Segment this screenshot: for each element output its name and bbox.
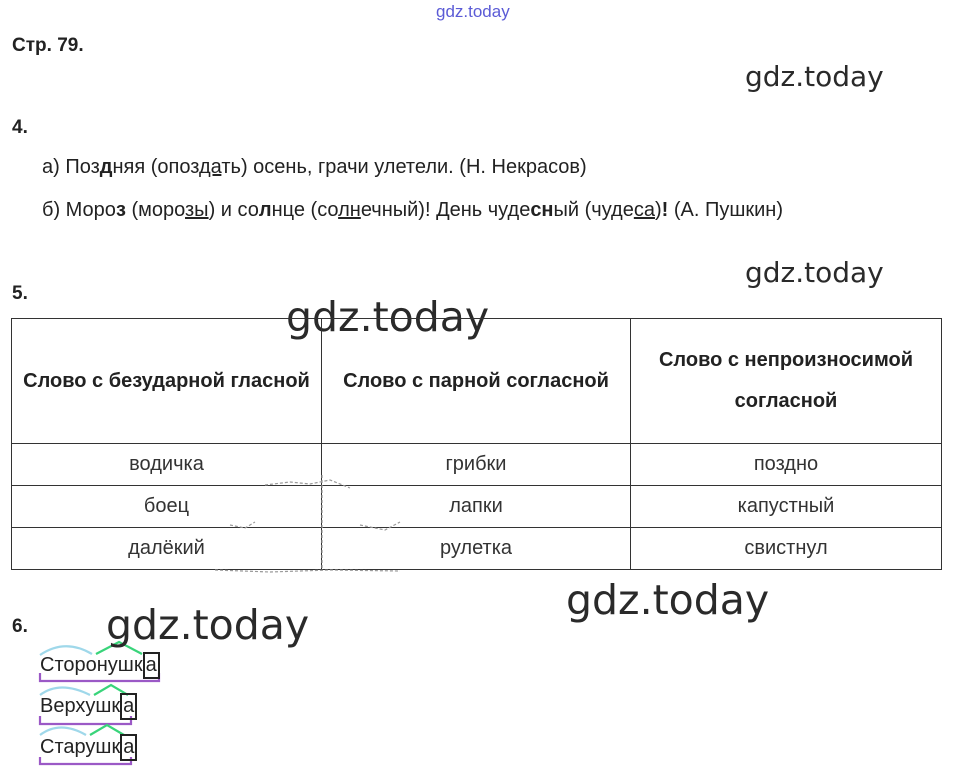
watermark-4: gdz.today <box>566 576 770 624</box>
table-row <box>12 444 942 486</box>
table-cell: боец <box>12 486 322 528</box>
sentence-b: б) Мороз (морозы) и солнце (солнечный)! День чудесный (чудеса)! (А. Пушкин) <box>42 199 784 221</box>
header-unstressed-vowel: Слово с безударной гласной <box>12 319 322 444</box>
top-watermark: gdz.today <box>436 2 510 21</box>
table-header-row <box>12 319 942 444</box>
table-cell: поздно <box>631 444 942 486</box>
page-title: Стр. 79. <box>12 35 84 56</box>
task-4-number: 4. <box>12 117 28 138</box>
watermark-3: gdz.today <box>286 293 490 341</box>
word-storonushka: Сторонушк а <box>40 652 160 679</box>
ending-box: а <box>120 734 137 761</box>
table-cell: далёкий <box>12 528 322 570</box>
table-row <box>12 486 942 528</box>
word-verkhushka: Верхушк а <box>40 693 137 720</box>
task-6-number: 6. <box>12 616 28 637</box>
table-cell: лапки <box>322 486 631 528</box>
header-paired-consonant: Слово с парной согласной <box>322 319 631 444</box>
task-5-number: 5. <box>12 283 28 304</box>
word-starushka: Старушк а <box>40 734 137 761</box>
sentence-a: а) Поздняя (опоздать) осень, грачи улетели. (Н. Некрасов) <box>42 156 587 178</box>
watermark-2: gdz.today <box>745 256 884 289</box>
table-cell: рулетка <box>322 528 631 570</box>
watermark-5: gdz.today <box>106 601 310 649</box>
table-cell: капустный <box>631 486 942 528</box>
table-cell: свистнул <box>631 528 942 570</box>
header-silent-consonant: Слово с непроизносимой согласной <box>631 319 942 444</box>
spelling-table <box>11 318 942 570</box>
ending-box: а <box>143 652 160 679</box>
ending-box: а <box>120 693 137 720</box>
table-cell: грибки <box>322 444 631 486</box>
watermark-1: gdz.today <box>745 60 884 93</box>
table-cell: водичка <box>12 444 322 486</box>
table-row <box>12 528 942 570</box>
scan-artifact <box>210 470 410 580</box>
